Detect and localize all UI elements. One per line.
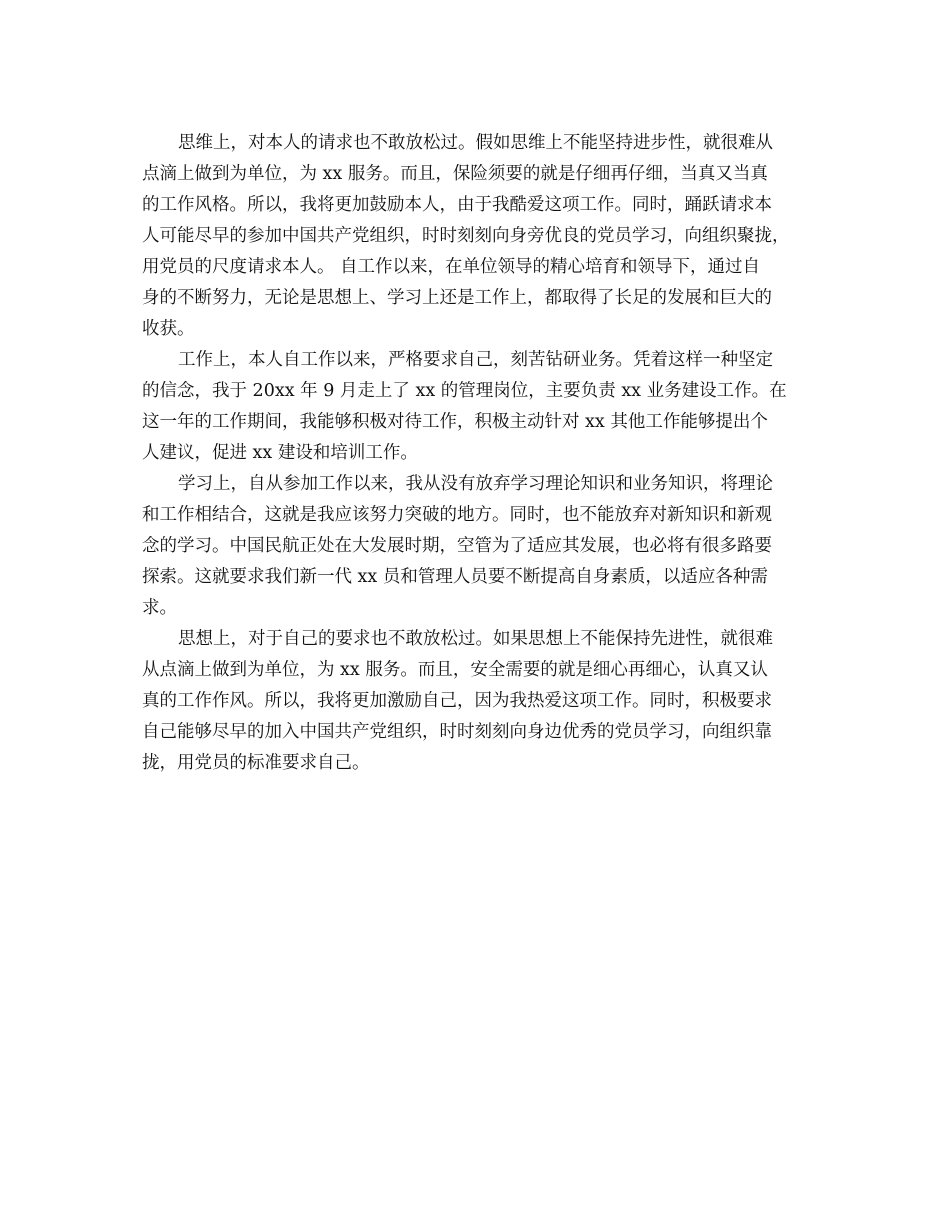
text-line: 拢，用党员的标准要求自己。 xyxy=(142,753,370,773)
text-line: 人可能尽早的参加中国共产党组织，时时刻刻向身旁优良的党员学习，向组织聚拢， xyxy=(142,226,790,246)
text-line: 从点滴上做到为单位，为 xx 服务。而且，安全需要的就是细心再细心，认真又认 xyxy=(142,660,768,680)
text-line: 身的不断努力，无论是思想上、学习上还是工作上，都取得了长足的发展和巨大的 xyxy=(142,288,772,308)
text-line: 点滴上做到为单位，为 xx 服务。而且，保险须要的就是仔细再仔细，当真又当真 xyxy=(142,164,768,184)
text-line: 收获。 xyxy=(142,319,195,339)
text-line: 自己能够尽早的加入中国共产党组织，时时刻刻向身边优秀的党员学习，向组织靠 xyxy=(142,722,772,742)
text-line: 探索。这就要求我们新一代 xx 员和管理人员要不断提高自身素质，以适应各种需 xyxy=(142,567,768,587)
text-line: 用党员的尺度请求本人。 自工作以来，在单位领导的精心培育和领导下，通过自 xyxy=(142,257,761,277)
document-body xyxy=(142,128,832,779)
text-line: 工作上，本人自工作以来，严格要求自己，刻苦钻研业务。凭着这样一种坚定 xyxy=(178,350,773,370)
text-line: 这一年的工作期间，我能够积极对待工作，积极主动针对 xx 其他工作能够提出个 xyxy=(142,412,768,432)
text-line: 学习上，自从参加工作以来，我从没有放弃学习理论知识和业务知识，将理论 xyxy=(178,474,773,494)
text-line: 人建议，促进 xx 建设和培训工作。 xyxy=(142,443,418,463)
text-line: 和工作相结合，这就是我应该努力突破的地方。同时，也不能放弃对新知识和新观 xyxy=(142,505,772,525)
text-line: 思想上，对于自己的要求也不敢放松过。如果思想上不能保持先进性，就很难 xyxy=(178,629,773,649)
text-line: 思维上，对本人的请求也不敢放松过。假如思维上不能坚持进步性，就很难从 xyxy=(178,133,773,153)
text-line: 求。 xyxy=(142,598,177,618)
text-line: 的信念，我于 20xx 年 9 月走上了 xx 的管理岗位，主要负责 xx 业务建设工作。在 xyxy=(142,381,787,401)
text-line: 真的工作作风。所以，我将更加激励自己，因为我热爱这项工作。同时，积极要求 xyxy=(142,691,772,711)
text-line: 的工作风格。所以，我将更加鼓励本人，由于我酷爱这项工作。同时，踊跃请求本 xyxy=(142,195,772,215)
text-line: 念的学习。中国民航正处在大发展时期，空管为了适应其发展，也必将有很多路要 xyxy=(142,536,772,556)
